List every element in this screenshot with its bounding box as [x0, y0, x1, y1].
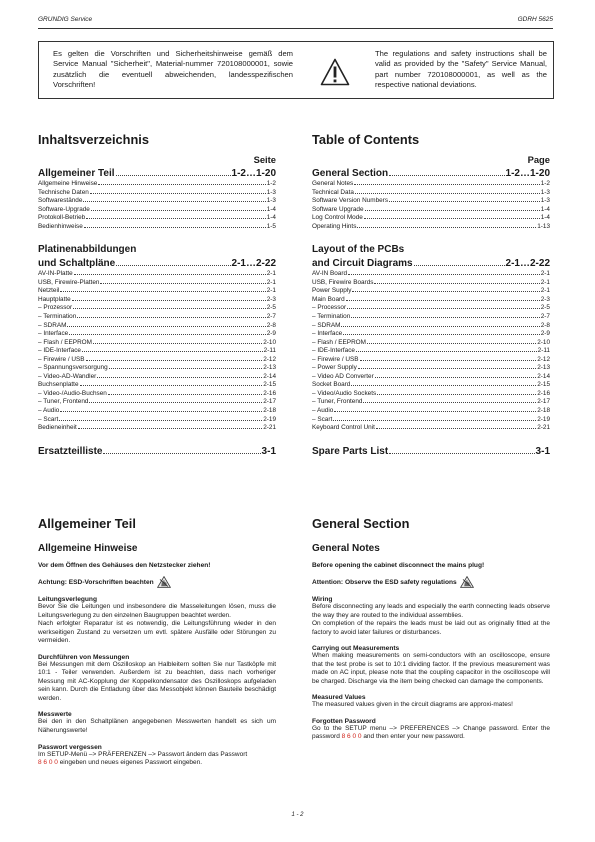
toc-section-pages: 1-2…1-20	[231, 168, 276, 179]
toc-entry[interactable]	[38, 313, 276, 322]
password-text	[38, 751, 276, 768]
toc-entry[interactable]	[312, 356, 550, 365]
toc-entry-page: 2-5	[266, 304, 276, 312]
toc-entry[interactable]	[38, 270, 276, 279]
measured-values-heading: Measured Values	[312, 694, 366, 702]
toc-entry-label: Software-Upgrade	[38, 205, 90, 213]
toc-entry[interactable]	[38, 214, 276, 223]
toc-entry[interactable]	[38, 339, 276, 348]
toc-entry[interactable]	[38, 304, 276, 313]
toc-section-label: and Circuit Diagrams	[312, 257, 413, 269]
general-de	[38, 516, 276, 768]
password-text-part2: eingeben und neues eigenes Passwort eingeben.	[57, 759, 203, 767]
toc-entry[interactable]	[38, 189, 276, 198]
toc-entry[interactable]	[38, 206, 276, 215]
toc-en-section-pcb[interactable]	[312, 257, 550, 271]
toc-entry-label: – Interface	[312, 330, 343, 338]
toc-entry-label: Power Supply	[312, 287, 352, 295]
toc-entry-label: – Video AD Converter	[312, 372, 374, 380]
toc-entry-page: 1-13	[537, 222, 550, 230]
toc-en-pcb-list	[312, 270, 550, 432]
toc-entry-page: 1-4	[540, 205, 550, 213]
toc-entry-page: 1-5	[266, 222, 276, 230]
toc-entry[interactable]	[312, 398, 550, 407]
page-number: 1 - 2	[291, 812, 304, 818]
toc-entry-page: 2-8	[540, 321, 550, 329]
toc-entry-page: 2-10	[537, 338, 550, 346]
toc-entry-page: 1-3	[266, 188, 276, 196]
toc-entry[interactable]	[312, 189, 550, 198]
toc-entry-page: 2-18	[263, 407, 276, 415]
toc-entry[interactable]	[312, 206, 550, 215]
toc-entry[interactable]	[312, 364, 550, 373]
toc-de-section-spares[interactable]	[38, 445, 276, 459]
toc-entry-label: – Power Supply	[312, 364, 357, 372]
esd-hand-icon	[157, 576, 171, 588]
toc-section-label: Ersatzteilliste	[38, 445, 103, 457]
password-text-part2: and then enter your new password.	[361, 733, 465, 741]
toc-entry-label: Hauptplatte	[38, 295, 71, 303]
toc-entry[interactable]	[38, 223, 276, 232]
toc-entry-page: 2-7	[266, 313, 276, 321]
measurements-text: When making measurements on semi-conductors with an oscilloscope, ensure that the test probe is set to 10:1 dividing factor. If the previous measurement was made on AC input, please note that the coupling capacitor in the oscilloscope will be charged. Discharge via the item being checked can damage the components.	[312, 652, 550, 685]
toc-entry-label: Bedieneinheit	[38, 424, 77, 432]
toc-entry-page: 1-2	[540, 180, 550, 187]
toc-entry-page: 2-1	[540, 270, 550, 278]
toc-entry-label: Software Version Numbers	[312, 197, 389, 205]
toc-entry[interactable]	[312, 407, 550, 416]
toc-entry-label: – Processor	[312, 304, 347, 312]
measured-values-text: Bei den in den Schaltplänen angegebenen Messwerten handelt es sich um Näherungswerte!	[38, 718, 276, 735]
toc-entry[interactable]	[312, 424, 550, 433]
toc-entry[interactable]	[38, 279, 276, 288]
wiring-text: Bevor Sie die Leitungen und insbesondere die Masseleitungen lösen, muss die Leitungsverlegung zu den einzelnen Baugruppen beachtet werden.	[38, 603, 276, 619]
toc-entry[interactable]	[312, 304, 550, 313]
toc-entry-page: 1-4	[266, 214, 276, 222]
toc-entry-page: 1-3	[540, 197, 550, 205]
safety-notice-box	[38, 41, 554, 99]
toc-entry[interactable]	[312, 287, 550, 296]
toc-de	[38, 132, 276, 458]
toc-entry-label: Buchsenplatte	[38, 381, 79, 389]
toc-en-section-pcb-line1: Layout of the PCBs	[312, 244, 405, 256]
toc-section-label: und Schaltpläne	[38, 257, 116, 269]
toc-entry-label: – Scart	[38, 415, 59, 423]
toc-entry-page: 1-4	[540, 214, 550, 222]
toc-en	[312, 132, 550, 458]
toc-entry-label: Socket Board	[312, 381, 351, 389]
toc-entry[interactable]	[38, 364, 276, 373]
toc-entry[interactable]	[312, 390, 550, 399]
toc-entry-label: – Tuner, Frontend	[38, 398, 89, 406]
toc-entry[interactable]	[312, 214, 550, 223]
toc-entry[interactable]	[38, 296, 276, 305]
toc-entry-page: 2-17	[263, 398, 276, 406]
toc-entry-page: 2-9	[266, 330, 276, 338]
toc-entry-page: 2-19	[263, 415, 276, 423]
toc-entry-page: 2-15	[263, 381, 276, 389]
toc-entry-label: Allgemeine Hinweise	[38, 180, 98, 187]
toc-section-pages: 2-1…2-22	[231, 257, 276, 269]
toc-entry-label: General Notes	[312, 180, 354, 187]
toc-entry-page: 2-3	[540, 295, 550, 303]
toc-entry[interactable]	[312, 197, 550, 206]
toc-entry-page: 2-16	[537, 389, 550, 397]
toc-de-pcb-list	[38, 270, 276, 432]
toc-entry[interactable]	[38, 197, 276, 206]
toc-entry[interactable]	[312, 381, 550, 390]
toc-en-page-label: Page	[527, 154, 550, 165]
toc-en-title: Table of Contents	[312, 132, 420, 147]
toc-entry-page: 2-8	[266, 321, 276, 329]
toc-entry-page: 2-10	[263, 338, 276, 346]
toc-entry-page: 2-7	[540, 313, 550, 321]
toc-entry-label: USB, Firewire-Platten	[38, 278, 100, 286]
wiring-text-2: Nach erfolgter Reparatur ist es notwendig, die Leitungsführung wieder in den werkseitigen Zustand zu versetzen um evtl. spätere Ausfälle oder Störungen zu vermeiden.	[38, 620, 276, 645]
toc-entry-label: USB, Firewire Boards	[312, 278, 374, 286]
toc-entry-page: 2-5	[540, 304, 550, 312]
toc-entry[interactable]	[38, 356, 276, 365]
toc-entry-label: – Audio	[312, 407, 334, 415]
toc-entry[interactable]	[312, 223, 550, 232]
wiring-heading: Leitungsverlegung	[38, 596, 97, 603]
measurements-heading: Durchführen von Messungen	[38, 653, 130, 661]
toc-entry-label: – Video/Audio Sockets	[312, 389, 377, 397]
toc-entry-label: – Termination	[38, 313, 77, 321]
toc-de-general-list	[38, 180, 276, 231]
toc-entry-page: 2-21	[537, 424, 550, 432]
safety-notice-en: The regulations and safety instructions shall be valid as provided by the "Safety" Service Manual, part number 720108000001, as well as the respective national deviations.	[375, 49, 547, 90]
toc-entry-page: 2-3	[266, 295, 276, 303]
toc-entry-page: 1-3	[540, 188, 550, 196]
toc-section-pages: 3-1	[261, 445, 276, 457]
toc-entry-label: – Spannungsversorgung	[38, 364, 108, 372]
toc-entry[interactable]	[38, 390, 276, 399]
toc-entry-label: – SDRAM	[38, 321, 67, 329]
toc-entry-label: AV-IN-Platte	[38, 270, 73, 278]
toc-entry[interactable]	[38, 381, 276, 390]
toc-entry-label: – Scart	[312, 415, 333, 423]
general-en-title: General Section	[312, 516, 410, 531]
password-text-part1: Im SETUP-Menü –> PRÄFERENZEN –> Passwort ändern das Passwort	[38, 750, 248, 758]
password-code: 8 6 0 0	[341, 733, 362, 741]
toc-entry-label: Keyboard Control Unit	[312, 424, 375, 432]
toc-entry-label: Softwarestände	[38, 197, 83, 205]
password-text	[312, 725, 550, 742]
toc-entry-page: 2-1	[266, 278, 276, 286]
general-en	[312, 516, 550, 742]
toc-en-section-spares[interactable]	[312, 445, 550, 459]
toc-entry-label: AV-IN Board	[312, 270, 348, 278]
toc-section-label: General Section	[312, 168, 389, 179]
toc-entry-page: 2-11	[263, 347, 276, 355]
general-de-title: Allgemeiner Teil	[38, 516, 136, 531]
toc-entry-label: Operating Hints	[312, 222, 357, 230]
password-heading: Forgotten Password	[312, 717, 376, 725]
mains-plug-warning: Before opening the cabinet disconnect the mains plug!	[312, 562, 485, 569]
wiring-text: Before disconnecting any leads and especially the earth connecting leads observe the way they are routed to the individual assemblies.	[312, 603, 550, 619]
toc-entry-label: Protokoll-Betrieb	[38, 214, 86, 222]
toc-entry[interactable]	[312, 330, 550, 339]
measurements-text: Bei Messungen mit dem Oszilloskop an Halbleitern sollten Sie nur Tastköpfe mit 10:1 - Teiler verwenden. Außerdem ist zu beachten, dass nach vorheriger Messung mit AC-Kopplung der Koppelkondensator des Oszilloskops aufgeladen sein kann. Durch die Entladung über das Messobjekt können Bauteile beschädigt werden.	[38, 660, 276, 702]
warning-triangle-icon	[320, 58, 350, 86]
toc-entry[interactable]	[312, 416, 550, 425]
general-en-subtitle: General Notes	[312, 543, 380, 554]
toc-entry-label: Main Board	[312, 295, 345, 303]
password-heading: Passwort vergessen	[38, 743, 102, 751]
toc-entry-page: 2-19	[537, 415, 550, 423]
toc-entry-page: 2-16	[263, 389, 276, 397]
toc-entry-page: 1-4	[266, 205, 276, 213]
toc-entry-page: 2-1	[266, 287, 276, 295]
toc-entry[interactable]	[312, 322, 550, 331]
esd-warning	[38, 576, 276, 588]
toc-entry-label: – Firewire / USB	[312, 355, 359, 363]
toc-entry-label: Software Upgrade	[312, 205, 364, 213]
toc-entry[interactable]	[38, 347, 276, 356]
toc-de-section-pcb-line1: Platinenabbildungen	[38, 244, 137, 256]
toc-entry-label: – Flash / EEPROM	[38, 338, 92, 346]
toc-de-page-label: Seite	[253, 154, 276, 165]
toc-entry-label: – Flash / EEPROM	[312, 338, 366, 346]
toc-entry[interactable]	[38, 424, 276, 433]
toc-entry-label: – Tuner, Frontend	[312, 398, 363, 406]
toc-entry[interactable]	[38, 330, 276, 339]
toc-section-pages: 1-2…1-20	[505, 168, 550, 179]
toc-entry[interactable]	[312, 313, 550, 322]
esd-warning-text: Attention: Observe the ESD safety regulations	[312, 578, 457, 586]
toc-entry-label: Log Control Mode	[312, 214, 363, 222]
password-text-part1: Go to the SETUP menu –> PREFERENCES –> Change password. Enter the password	[312, 724, 550, 741]
toc-entry-label: – IDE-Interface	[38, 347, 81, 355]
toc-entry-label: – Termination	[312, 313, 351, 321]
toc-entry-page: 2-12	[537, 355, 550, 363]
toc-entry[interactable]	[312, 347, 550, 356]
header-brand: GRUNDIG Service	[38, 16, 93, 23]
header-model: GDRH 5625	[517, 16, 553, 23]
esd-hand-icon	[460, 576, 474, 588]
toc-entry[interactable]	[38, 180, 276, 189]
mains-plug-warning: Vor dem Öffnen des Gehäuses den Netzstecker ziehen!	[38, 562, 211, 569]
toc-entry-page: 2-15	[537, 381, 550, 389]
toc-entry-page: 1-2	[266, 180, 276, 187]
toc-entry-page: 2-1	[266, 270, 276, 278]
toc-entry[interactable]	[38, 398, 276, 407]
toc-entry[interactable]	[312, 279, 550, 288]
toc-entry[interactable]	[312, 296, 550, 305]
toc-entry-page: 2-14	[537, 372, 550, 380]
toc-entry-page: 2-21	[263, 424, 276, 432]
esd-warning	[312, 576, 550, 588]
toc-entry-page: 2-1	[540, 278, 550, 286]
toc-entry-label: – Audio	[38, 407, 60, 415]
toc-en-section-general[interactable]	[312, 167, 550, 180]
toc-entry-label: – Video-AD-Wandler	[38, 372, 97, 380]
toc-entry-label: – IDE-Interface	[312, 347, 355, 355]
toc-entry-page: 2-12	[263, 355, 276, 363]
wiring-text-2: On completion of the repairs the leads must be laid out as originally fitted at the factory to avoid later failures or disturbances.	[312, 620, 550, 636]
page-header	[38, 15, 553, 29]
measurements-heading: Carrying out Measurements	[312, 645, 400, 653]
toc-entry-page: 2-1	[540, 287, 550, 295]
toc-section-pages: 2-1…2-22	[505, 257, 550, 269]
toc-entry-label: – Prozessor	[38, 304, 73, 312]
toc-entry[interactable]	[38, 373, 276, 382]
toc-entry-page: 2-13	[263, 364, 276, 372]
toc-entry[interactable]	[312, 180, 550, 189]
esd-warning-text: Achtung: ESD-Vorschriften beachten	[38, 578, 154, 586]
toc-entry-label: – Video-/Audio-Buchsen	[38, 389, 107, 397]
password-code: 8 6 0 0	[38, 759, 58, 767]
toc-entry[interactable]	[38, 407, 276, 416]
general-de-subtitle: Allgemeine Hinweise	[38, 543, 138, 554]
safety-notice-de: Es gelten die Vorschriften und Sicherheitshinweise gemäß dem Service Manual "Sicherheit", Material-nummer 720108000001, sowie zusätzlich die eventuell abweichenden, landesspezifischen Vorschriften!	[53, 49, 293, 90]
toc-de-title: Inhaltsverzeichnis	[38, 132, 149, 147]
toc-entry-page: 2-9	[540, 330, 550, 338]
toc-entry[interactable]	[38, 416, 276, 425]
toc-entry-label: – Firewire / USB	[38, 355, 85, 363]
toc-de-section-general[interactable]	[38, 167, 276, 180]
wiring-heading: Wiring	[312, 596, 333, 603]
toc-entry-page: 2-17	[537, 398, 550, 406]
measured-values-heading: Messwerte	[38, 711, 72, 719]
toc-entry[interactable]	[312, 373, 550, 382]
toc-de-section-pcb[interactable]	[38, 257, 276, 271]
toc-entry-page: 2-13	[537, 364, 550, 372]
toc-entry-page: 2-11	[537, 347, 550, 355]
toc-section-label: Allgemeiner Teil	[38, 168, 115, 179]
toc-entry[interactable]	[312, 339, 550, 348]
toc-entry[interactable]	[312, 270, 550, 279]
toc-section-pages: 3-1	[535, 445, 550, 457]
toc-entry-label: – Interface	[38, 330, 69, 338]
toc-en-general-list	[312, 180, 550, 231]
toc-entry-page: 1-3	[266, 197, 276, 205]
toc-entry-label: Netzteil	[38, 287, 60, 295]
toc-entry-label: Bedienhinweise	[38, 222, 83, 230]
toc-section-label: Spare Parts List	[312, 445, 389, 457]
measured-values-text: The measured values given in the circuit diagrams are approxi-mates!	[312, 701, 513, 709]
toc-entry-page: 2-14	[263, 372, 276, 380]
toc-entry-label: – SDRAM	[312, 321, 341, 329]
toc-entry[interactable]	[38, 287, 276, 296]
toc-entry[interactable]	[38, 322, 276, 331]
toc-entry-label: Technische Daten	[38, 188, 89, 196]
toc-entry-page: 2-18	[537, 407, 550, 415]
toc-entry-label: Technical Data	[312, 188, 354, 196]
